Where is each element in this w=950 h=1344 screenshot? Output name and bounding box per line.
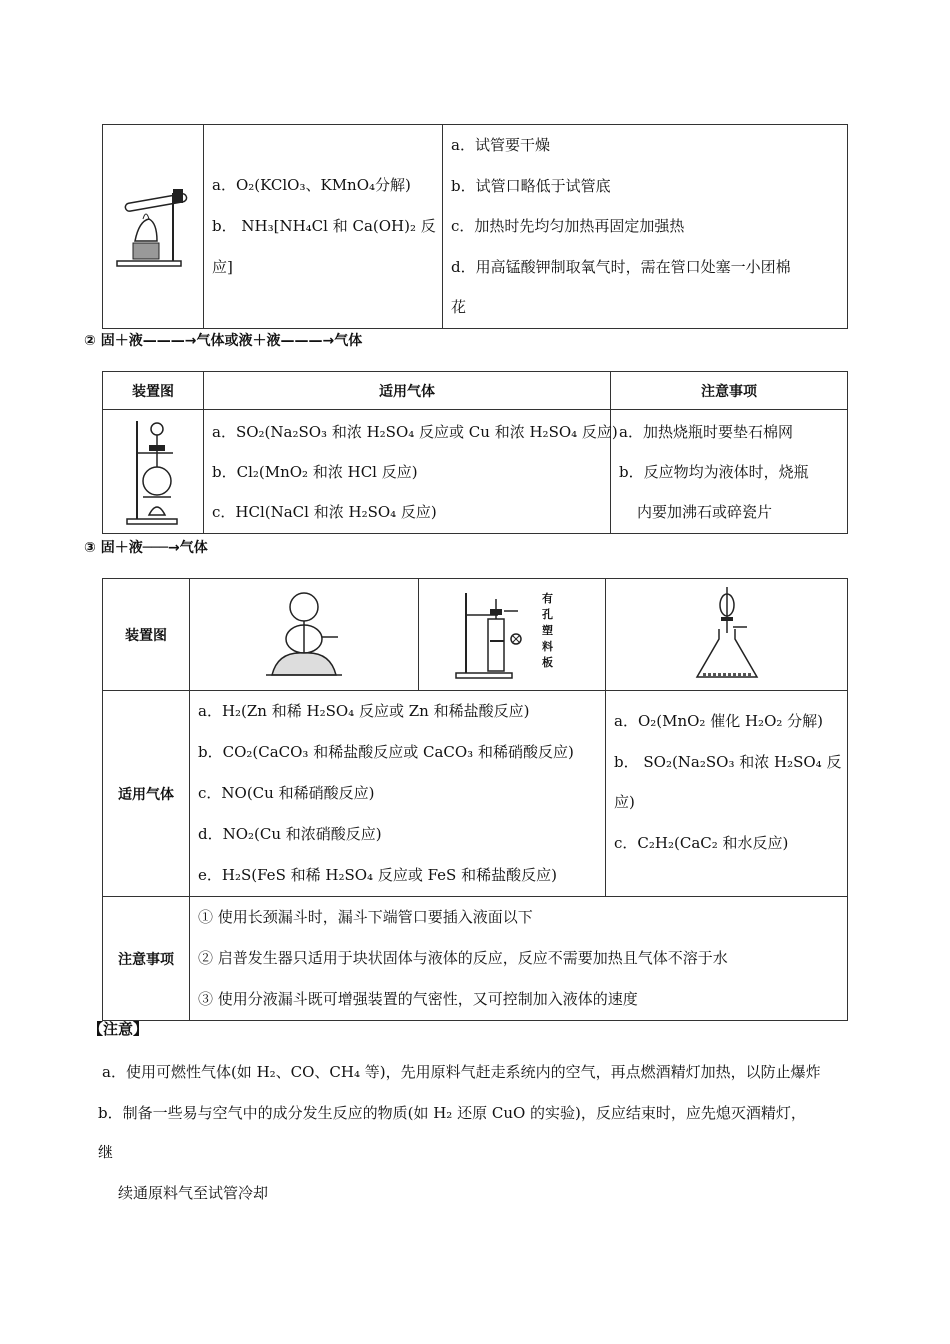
conical-flask-funnel-icon bbox=[687, 585, 767, 685]
gas-item: b．Cl₂(MnO₂ 和浓 HCl 反应) bbox=[212, 462, 418, 481]
row-label-gases: 适用气体 bbox=[103, 691, 190, 897]
gas-item: a．H₂(Zn 和稀 H₂SO₄ 反应或 Zn 和稀盐酸反应) bbox=[198, 702, 530, 720]
gas-item: 应) bbox=[614, 793, 635, 811]
gas-item: 应] bbox=[212, 257, 233, 276]
section-heading-2: ② 固＋液———→气体或液＋液———→气体 bbox=[84, 333, 363, 349]
porous-plate-apparatus-cell bbox=[419, 579, 606, 691]
gas-item: a．SO₂(Na₂SO₃ 和浓 H₂SO₄ 反应或 Cu 和浓 H₂SO₄ 反应) bbox=[212, 422, 618, 441]
notes-cell bbox=[611, 410, 848, 534]
table-solid-liquid-no-heat bbox=[102, 578, 848, 1021]
gas-item: c．NO(Cu 和稀硝酸反应) bbox=[198, 784, 375, 802]
note-item: d．用高锰酸钾制取氧气时，需在管口处塞一小团棉 bbox=[451, 257, 791, 276]
apparatus-image-cell bbox=[103, 410, 204, 534]
kipp-generator-icon bbox=[254, 589, 354, 681]
attention-item-b: b．制备一些易与空气中的成分发生反应的物质(如 H₂ 还原 CuO 的实验)，反应结束时，应先熄灭酒精灯， bbox=[98, 1104, 806, 1122]
header-notes: 注意事项 bbox=[611, 372, 848, 410]
gases-cell-right bbox=[606, 691, 848, 897]
gases-cell-left bbox=[190, 691, 606, 897]
flask-heating-apparatus-icon bbox=[123, 417, 183, 527]
note-item: 花 bbox=[451, 298, 467, 316]
attention-item-b-continued: 继 bbox=[98, 1143, 114, 1161]
gas-item: c．HCl(NaCl 和浓 H₂SO₄ 反应) bbox=[212, 502, 437, 521]
note-item: ② 启普发生器只适用于块状固体与液体的反应，反应不需要加热且气体不溶于水 bbox=[198, 949, 728, 967]
gas-item: a．O₂(KClO₃、KMnO₄分解) bbox=[212, 175, 411, 194]
attention-title: 【注意】 bbox=[88, 1020, 149, 1038]
notes-cell bbox=[443, 125, 848, 329]
note-item: ① 使用长颈漏斗时，漏斗下端管口要插入液面以下 bbox=[198, 908, 533, 926]
gas-item: b． SO₂(Na₂SO₃ 和浓 H₂SO₄ 反 bbox=[614, 752, 842, 771]
gas-item: c．C₂H₂(CaC₂ 和水反应) bbox=[614, 833, 789, 852]
note-item: a．加热烧瓶时要垫石棉网 bbox=[619, 422, 793, 441]
separatory-funnel-apparatus-cell bbox=[606, 579, 848, 691]
section-heading-3: ③ 固＋液───→气体 bbox=[84, 540, 208, 556]
gases-cell bbox=[204, 410, 618, 534]
plate-label-char: 塑 bbox=[542, 623, 553, 637]
note-item: c．加热时先均匀加热再固定加强热 bbox=[451, 217, 685, 235]
plate-label-char: 有 bbox=[542, 591, 553, 605]
table-solid-heating bbox=[102, 124, 848, 329]
attention-item-b-end: 续通原料气至试管冷却 bbox=[118, 1184, 269, 1202]
porous-plate-apparatus-icon bbox=[452, 589, 532, 681]
row-label-notes: 注意事项 bbox=[103, 897, 190, 1021]
attention-item-a: a．使用可燃性气体(如 H₂、CO、CH₄ 等)，先用原料气赶走系统内的空气，再点燃酒精灯加热，以防止爆炸 bbox=[102, 1063, 821, 1081]
note-item: 内要加沸石或碎瓷片 bbox=[637, 502, 773, 521]
header-gases: 适用气体 bbox=[204, 372, 611, 410]
plate-label-char: 孔 bbox=[542, 607, 553, 621]
gas-item: a．O₂(MnO₂ 催化 H₂O₂ 分解) bbox=[614, 712, 823, 730]
header-apparatus: 装置图 bbox=[103, 372, 204, 410]
test-tube-heating-apparatus-icon bbox=[113, 181, 193, 271]
gases-cell bbox=[204, 125, 443, 329]
plate-label-char: 料 bbox=[542, 639, 553, 653]
gas-item: b． NH₃[NH₄Cl 和 Ca(OH)₂ 反 bbox=[212, 216, 436, 235]
kipp-apparatus-cell bbox=[190, 579, 419, 691]
notes-cell bbox=[190, 897, 848, 1021]
note-item: a．试管要干燥 bbox=[451, 136, 550, 154]
note-item: b．反应物均为液体时，烧瓶 bbox=[619, 462, 809, 481]
gas-item: e．H₂S(FeS 和稀 H₂SO₄ 反应或 FeS 和稀盐酸反应) bbox=[198, 866, 557, 884]
note-item: ③ 使用分液漏斗既可增强装置的气密性，又可控制加入液体的速度 bbox=[198, 990, 638, 1008]
row-label-apparatus: 装置图 bbox=[103, 579, 190, 691]
gas-item: b．CO₂(CaCO₃ 和稀盐酸反应或 CaCO₃ 和稀硝酸反应) bbox=[198, 743, 574, 761]
table-solid-liquid-heating bbox=[102, 371, 848, 534]
apparatus-image-cell bbox=[103, 125, 204, 329]
note-item: b．试管口略低于试管底 bbox=[451, 176, 611, 195]
gas-item: d．NO₂(Cu 和浓硝酸反应) bbox=[198, 825, 382, 843]
plate-label-char: 板 bbox=[542, 655, 553, 669]
